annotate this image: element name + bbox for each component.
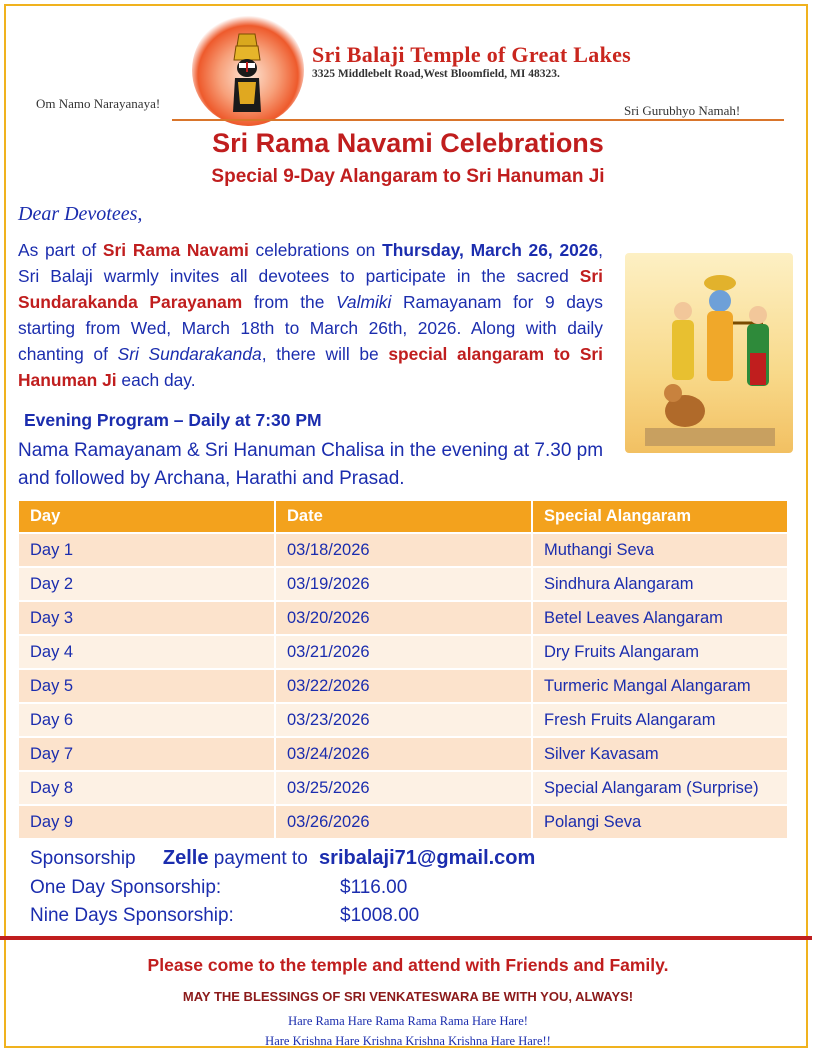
cell-day: Day 1 bbox=[19, 533, 275, 567]
temple-logo bbox=[192, 14, 304, 126]
table-row bbox=[19, 805, 787, 838]
cell-alangaram: Muthangi Seva bbox=[532, 533, 787, 567]
alangaram-schedule-table bbox=[19, 501, 787, 838]
evening-program-title: Evening Program – Daily at 7:30 PM bbox=[24, 410, 322, 430]
cell-alangaram: Betel Leaves Alangaram bbox=[532, 601, 787, 635]
rama-parivar-image bbox=[625, 253, 793, 453]
payment-to-text: payment to bbox=[213, 848, 308, 869]
cell-day: Day 3 bbox=[19, 601, 275, 635]
table-row bbox=[19, 635, 787, 669]
cell-day: Day 4 bbox=[19, 635, 275, 669]
header-divider bbox=[172, 119, 784, 121]
evening-program-text: Nama Ramayanam & Sri Hanuman Chalisa in the evening at 7.30 pm and followed by Archana, Harathi and Prasad. bbox=[18, 440, 604, 489]
cell-date: 03/26/2026 bbox=[275, 805, 532, 838]
table-row bbox=[19, 601, 787, 635]
balaji-deity-icon bbox=[230, 32, 264, 114]
table-header-row bbox=[19, 501, 787, 533]
cell-date: 03/25/2026 bbox=[275, 771, 532, 805]
nine-days-sponsorship-label: Nine Days Sponsorship: bbox=[30, 905, 234, 926]
cell-day: Day 9 bbox=[19, 805, 275, 838]
table-row bbox=[19, 669, 787, 703]
cell-alangaram: Special Alangaram (Surprise) bbox=[532, 771, 787, 805]
cell-date: 03/18/2026 bbox=[275, 533, 532, 567]
sponsorship-line bbox=[30, 847, 535, 870]
cell-date: 03/19/2026 bbox=[275, 567, 532, 601]
cell-alangaram: Dry Fruits Alangaram bbox=[532, 635, 787, 669]
table-row bbox=[19, 567, 787, 601]
one-day-sponsorship-amount: $116.00 bbox=[340, 877, 408, 898]
cell-date: 03/22/2026 bbox=[275, 669, 532, 703]
left-greeting: Om Namo Narayanaya! bbox=[36, 96, 161, 111]
cell-alangaram: Polangi Seva bbox=[532, 805, 787, 838]
footer-divider bbox=[0, 936, 812, 940]
nine-days-sponsorship-amount: $1008.00 bbox=[340, 905, 420, 926]
footer-blessing: MAY THE BLESSINGS OF SRI VENKATESWARA BE WITH YOU, ALWAYS! bbox=[182, 989, 634, 1004]
temple-name: Sri Balaji Temple of Great Lakes bbox=[312, 42, 632, 67]
cell-date: 03/20/2026 bbox=[275, 601, 532, 635]
footer-invite: Please come to the temple and attend with Friends and Family. bbox=[147, 955, 669, 975]
header-day: Day bbox=[19, 501, 275, 533]
salutation: Dear Devotees, bbox=[18, 203, 143, 225]
header-special-alangaram: Special Alangaram bbox=[532, 501, 787, 533]
footer-chant-krishna: Hare Krishna Hare Krishna Krishna Krishna Hare Hare!! bbox=[265, 1034, 551, 1048]
temple-address: 3325 Middlebelt Road,West Bloomfield, MI 48323. bbox=[312, 68, 560, 80]
cell-day: Day 2 bbox=[19, 567, 275, 601]
cell-day: Day 5 bbox=[19, 669, 275, 703]
cell-alangaram: Sindhura Alangaram bbox=[532, 567, 787, 601]
footer-chant-rama: Hare Rama Hare Rama Rama Rama Hare Hare! bbox=[288, 1014, 528, 1028]
cell-day: Day 7 bbox=[19, 737, 275, 771]
cell-date: 03/23/2026 bbox=[275, 703, 532, 737]
zelle-email-link[interactable]: sribalaji71@gmail.com bbox=[319, 847, 536, 869]
intro-paragraph: As part of Sri Rama Navami celebrations on Thursday, March 26, 2026, Sri Balaji warmly invites all devotees to participate in the sacred Sri Sundarakanda Parayanam from the Valmiki Ramayanam for 9 days starting from Wed, March 18th to March 26th, 2026. Along with daily chanting of Sri Sundarakanda, there will be special alangaram to Sri Hanuman Ji each day. bbox=[18, 240, 604, 390]
rama-parivar-illustration bbox=[625, 253, 793, 453]
right-greeting: Sri Gurubhyo Namah! bbox=[624, 103, 741, 118]
table-row bbox=[19, 737, 787, 771]
cell-alangaram: Fresh Fruits Alangaram bbox=[532, 703, 787, 737]
table-row bbox=[19, 533, 787, 567]
table-row bbox=[19, 703, 787, 737]
cell-day: Day 6 bbox=[19, 703, 275, 737]
header-date: Date bbox=[275, 501, 532, 533]
cell-alangaram: Turmeric Mangal Alangaram bbox=[532, 669, 787, 703]
page-title: Sri Rama Navami Celebrations bbox=[212, 128, 604, 158]
table-row bbox=[19, 771, 787, 805]
cell-date: 03/21/2026 bbox=[275, 635, 532, 669]
cell-day: Day 8 bbox=[19, 771, 275, 805]
cell-date: 03/24/2026 bbox=[275, 737, 532, 771]
page-subtitle: Special 9-Day Alangaram to Sri Hanuman Ji bbox=[211, 166, 605, 187]
one-day-sponsorship-label: One Day Sponsorship: bbox=[30, 877, 222, 898]
zelle-label: Zelle bbox=[162, 847, 209, 869]
cell-alangaram: Silver Kavasam bbox=[532, 737, 787, 771]
sponsorship-label: Sponsorship bbox=[30, 848, 136, 869]
